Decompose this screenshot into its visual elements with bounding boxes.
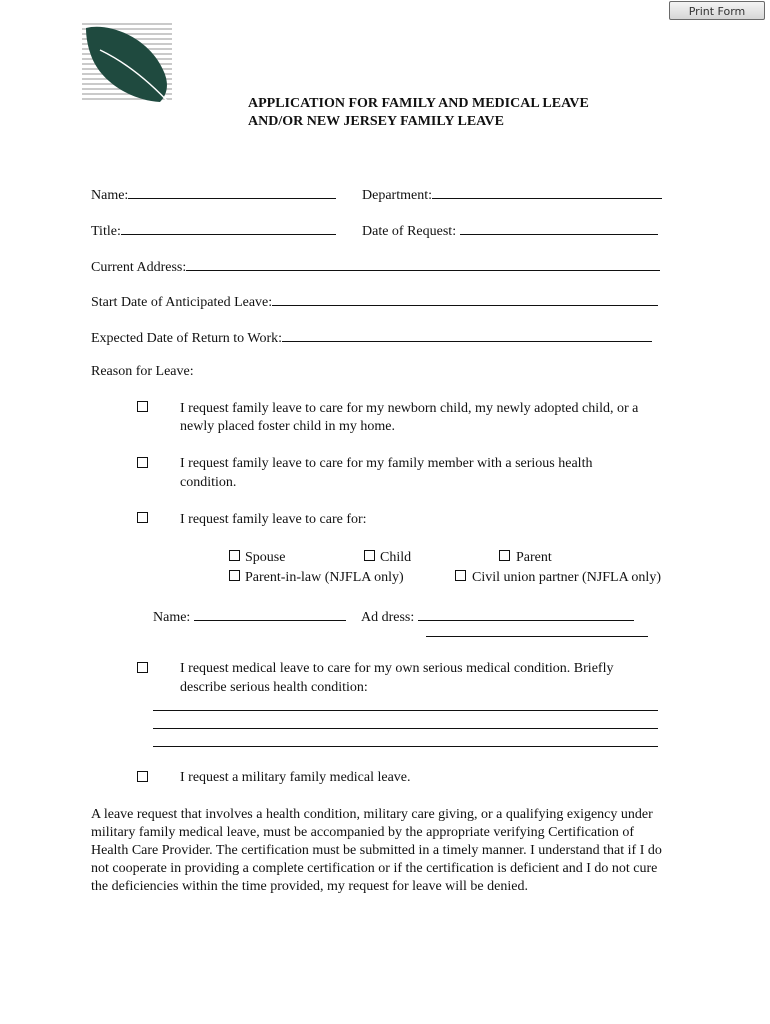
family-member-checkbox[interactable] <box>137 457 148 468</box>
military-text: I request a military family medical leave. <box>180 770 411 785</box>
title-label: Title: <box>91 224 121 239</box>
print-form-button[interactable]: Print Form <box>669 1 765 20</box>
child-checkbox[interactable] <box>364 550 375 561</box>
title-input-line[interactable] <box>121 220 336 235</box>
date-request-field[interactable] <box>362 220 658 241</box>
family-member-name-field[interactable] <box>153 606 346 627</box>
condition-description-line1[interactable] <box>153 710 658 711</box>
parent-checkbox[interactable] <box>499 550 510 561</box>
medical-checkbox[interactable] <box>137 662 148 673</box>
condition-description-line2[interactable] <box>153 728 658 729</box>
department-field[interactable] <box>362 184 662 205</box>
newborn-checkbox[interactable] <box>137 401 148 412</box>
date-request-input-line[interactable] <box>460 220 658 235</box>
child-label: Child <box>380 550 412 565</box>
form-title-line1: APPLICATION FOR FAMILY AND MEDICAL LEAVE <box>248 96 589 111</box>
newborn-text-line2: newly placed foster child in my home. <box>180 419 395 434</box>
address-label: Current Address: <box>91 260 187 275</box>
family-member-address-field[interactable] <box>361 606 634 627</box>
family-member-address-label: Ad dress: <box>361 610 415 625</box>
name-input-line[interactable] <box>128 184 336 199</box>
certification-notice: A leave request that involves a health condition, military care giving, or a qualifying exigency under military family medical leave, must be accompanied by the appropriate verifying Certification of Health Care Provider. The certification must be submitted in a timely manner. I understand that if I do not cooperate in providing a complete certification or if the certification is deficient and I do not cure the deficiencies within the time provided, my request for leave will be denied. <box>91 807 662 894</box>
address-field[interactable] <box>91 256 660 277</box>
return-date-label: Expected Date of Return to Work: <box>91 331 283 346</box>
medical-text-line1: I request medical leave to care for my own serious medical condition. Briefly <box>180 661 614 676</box>
medical-text-line2: describe serious health condition: <box>180 680 368 695</box>
department-label: Department: <box>362 188 432 203</box>
spouse-checkbox[interactable] <box>229 550 240 561</box>
family-member-name-input-line[interactable] <box>194 606 346 621</box>
return-date-field[interactable] <box>91 327 652 348</box>
military-checkbox[interactable] <box>137 771 148 782</box>
newborn-text-line1: I request family leave to care for my newborn child, my newly adopted child, or a <box>180 401 639 416</box>
care-for-checkbox[interactable] <box>137 512 148 523</box>
family-member-address-line2[interactable] <box>426 636 648 637</box>
start-date-input-line[interactable] <box>272 291 658 306</box>
form-title-line2: AND/OR NEW JERSEY FAMILY LEAVE <box>248 114 504 129</box>
family-member-text-line2: condition. <box>180 475 237 490</box>
return-date-input-line[interactable] <box>282 327 652 342</box>
name-label: Name: <box>91 188 129 203</box>
civil-union-label: Civil union partner (NJFLA only) <box>472 570 661 585</box>
name-field[interactable] <box>91 184 336 205</box>
address-input-line[interactable] <box>186 256 660 271</box>
family-member-name-label: Name: <box>153 610 191 625</box>
department-input-line[interactable] <box>432 184 662 199</box>
start-date-label: Start Date of Anticipated Leave: <box>91 295 273 310</box>
date-request-label: Date of Request: <box>362 224 457 239</box>
start-date-field[interactable] <box>91 291 658 312</box>
parent-in-law-checkbox[interactable] <box>229 570 240 581</box>
civil-union-checkbox[interactable] <box>455 570 466 581</box>
family-member-address-input-line[interactable] <box>418 606 634 621</box>
family-member-text-line1: I request family leave to care for my family member with a serious health <box>180 456 593 471</box>
care-for-text: I request family leave to care for: <box>180 512 367 527</box>
title-field[interactable] <box>91 220 336 241</box>
parent-label: Parent <box>516 550 552 565</box>
leaf-logo-icon <box>80 20 176 108</box>
condition-description-line3[interactable] <box>153 746 658 747</box>
parent-in-law-label: Parent-in-law (NJFLA only) <box>245 570 404 585</box>
reason-label: Reason for Leave: <box>91 364 194 379</box>
spouse-label: Spouse <box>245 550 286 565</box>
